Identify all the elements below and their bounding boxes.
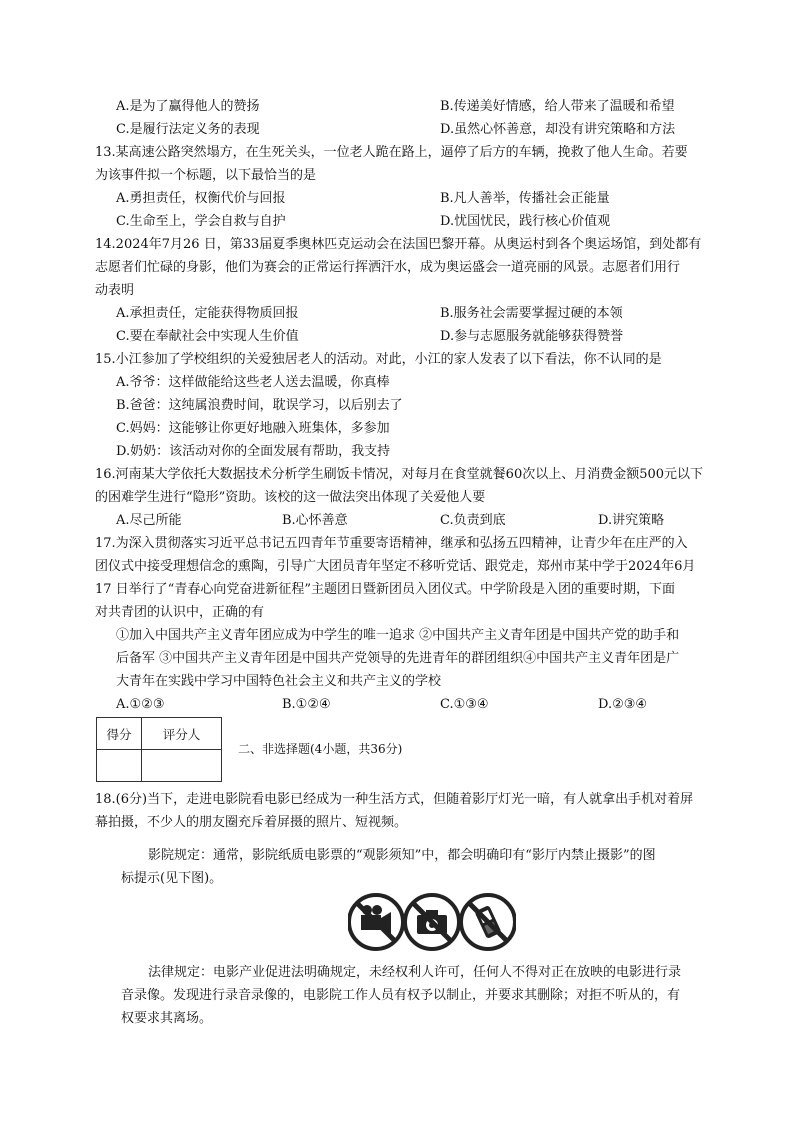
q18-stem-line2: 幕拍摄，不少人的朋友圈充斥着屏摄的照片、短视频。 xyxy=(95,815,408,830)
q17-stem-line1: 17.为深入贯彻落实习近平总书记五四青年节重要寄语精神，继承和弘扬五四精神，让青少年在庄严的入 xyxy=(95,536,688,551)
q14-option-d: D.参与志愿服务就能够获得赞誉 xyxy=(440,329,624,344)
score-cell xyxy=(97,750,142,782)
score-table xyxy=(96,717,222,782)
q17-option-b: B.①②④ xyxy=(282,697,331,712)
q16-stem-line1: 16.河南某大学依托大数据技术分析学生刷饭卡情况，对每月在食堂就餐60次以上、月消费金额500元以下 xyxy=(95,467,704,482)
q15-option-d: D.奶奶：该活动对你的全面发展有帮助，我支持 xyxy=(116,444,391,459)
q17-stem-line3: 17 日举行了“青春心向党奋进新征程”主题团日暨新团员入团仪式。中学阶段是入团的重要时期，下面 xyxy=(95,582,675,597)
q13-option-d: D.忧国忧民，践行核心价值观 xyxy=(440,214,611,229)
prohibition-signs xyxy=(348,893,516,951)
q16-option-b: B.心怀善意 xyxy=(282,513,348,528)
q12-options-row2 xyxy=(116,122,696,138)
q16-option-d: D.讲究策略 xyxy=(598,513,665,528)
q15-option-c: C.妈妈：这能够让你更好地融入班集体，多参加 xyxy=(116,421,390,436)
q12-options-row1 xyxy=(116,99,696,115)
q12-option-a: A.是为了赢得他人的赞扬 xyxy=(116,99,260,114)
q13-stem-line2: 为该事件拟一个标题，以下最恰当的是 xyxy=(95,168,317,183)
q13-stem-line1: 13.某高速公路突然塌方，在生死关头，一位老人跪在路上，逼停了后方的车辆，挽救了他人生命。若要 xyxy=(95,145,688,160)
q17-statements-line2: 后备军 ③中国共产主义青年团是中国共产党领导的先进青年的群团组织④中国共产主义青年团是广 xyxy=(116,651,680,666)
q16-options-row xyxy=(116,513,696,529)
no-video-camera-icon xyxy=(349,895,403,949)
q17-statements-line1: ①加入中国共产主义青年团应成为中学生的唯一追求 ②中国共产主义青年团是中国共产党的助手和 xyxy=(116,628,680,643)
q14-option-c: C.要在奉献社会中实现人生价值 xyxy=(116,329,299,344)
q12-option-b: B.传递美好情感，给人带来了温暖和希望 xyxy=(440,99,675,114)
q13-option-b: B.凡人善举，传播社会正能量 xyxy=(440,191,610,206)
q18-stem-line1: 18.(6分)当下，走进电影院看电影已经成为一种生活方式，但随着影厅灯光一暗，有人就拿出手机对着屏 xyxy=(95,792,694,807)
q14-option-a: A.承担责任，定能获得物质回报 xyxy=(116,306,299,321)
law-rule-line1: 法律规定：电影产业促进法明确规定，未经权利人许可，任何人不得对正在放映的电影进行录 xyxy=(148,965,682,980)
q13-option-c: C.生命至上，学会自救与自护 xyxy=(116,214,286,229)
q12-option-d: D.虽然心怀善意，却没有讲究策略和方法 xyxy=(440,122,676,137)
grader-cell xyxy=(142,750,222,782)
q17-options-row xyxy=(116,697,696,713)
q12-option-c: C.是履行法定义务的表现 xyxy=(116,122,260,137)
law-rule-line3: 权要求其离场。 xyxy=(121,1011,213,1026)
cinema-rule-line2: 标提示(见下图)。 xyxy=(121,871,223,886)
q14-stem-line2: 志愿者们忙碌的身影，他们为赛会的正常运行挥洒汗水，成为奥运盛会一道亮丽的风景。志愿者们用行 xyxy=(95,260,681,275)
q15-stem: 15.小江参加了学校组织的关爱独居老人的活动。对此，小江的家人发表了以下看法，你不认同的是 xyxy=(95,352,662,367)
no-photo-camera-icon xyxy=(405,895,459,949)
q14-stem-line3: 动表明 xyxy=(95,283,135,298)
q17-option-c: C.①③④ xyxy=(440,697,489,712)
q13-options-row2 xyxy=(116,214,696,230)
q15-option-b: B.爸爸：这纯属浪费时间，耽误学习，以后别去了 xyxy=(116,398,403,413)
q17-stem-line4: 对共青团的认识中，正确的有 xyxy=(95,605,265,620)
q14-stem-line1: 14.2024年7月26 日，第33届夏季奥林匹克运动会在法国巴黎开幕。从奥运村到各个奥运场馆，到处都有 xyxy=(95,237,702,252)
q17-option-a: A.①②③ xyxy=(116,697,165,712)
no-mobile-phone-icon xyxy=(461,895,515,949)
q17-option-d: D.②③④ xyxy=(598,697,648,712)
q14-options-row1 xyxy=(116,306,696,322)
law-rule-line2: 音录像。发现进行录音录像的，电影院工作人员有权予以制止，并要求其删除；对拒不听从的，有 xyxy=(121,988,681,1003)
q13-option-a: A.勇担责任，权衡代价与回报 xyxy=(116,191,286,206)
q16-stem-line2: 的困难学生进行“隐形”资助。该校的这一做法突出体现了关爱他人要 xyxy=(95,490,486,505)
q17-statements-line3: 大青年在实践中学习中国特色社会主义和共产主义的学校 xyxy=(116,674,442,689)
q14-options-row2 xyxy=(116,329,696,345)
q13-options-row1 xyxy=(116,191,696,207)
q17-stem-line2: 团仪式中接受理想信念的熏陶，引导广大团员青年坚定不移听党话、跟党走，郑州市某中学于2024年6月 xyxy=(95,559,696,574)
section-title: 二、非选择题(4小题，共36分) xyxy=(238,742,403,756)
q16-option-a: A.尽己所能 xyxy=(116,513,182,528)
q16-option-c: C.负责到底 xyxy=(440,513,506,528)
q14-option-b: B.服务社会需要掌握过硬的本领 xyxy=(440,306,623,321)
score-header: 得分 xyxy=(97,718,142,750)
q15-option-a: A.爷爷：这样做能给这些老人送去温暖，你真棒 xyxy=(116,375,390,390)
grader-header: 评分人 xyxy=(142,718,222,750)
cinema-rule-line1: 影院规定：通常，影院纸质电影票的“观影须知”中，都会明确印有“影厅内禁止摄影”的图 xyxy=(148,848,656,863)
